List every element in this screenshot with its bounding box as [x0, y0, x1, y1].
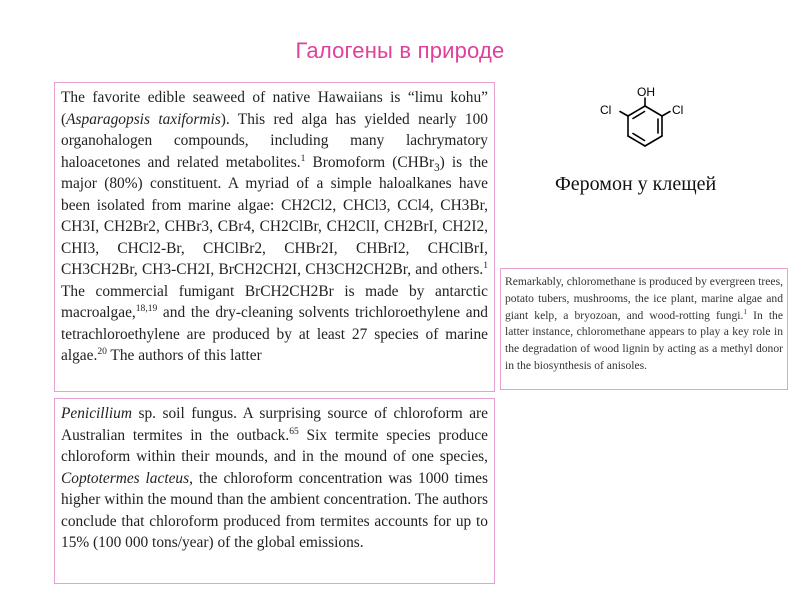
- chloromethane-paragraph: Remarkably, chloromethane is produced by evergreen trees, potato tubers, mushrooms, the ice plant, marine algae and giant kelp, a bryozoan, and wood-rotting fungi.$^1$ In the latter instance, chloromethane appears to play a key role in the degradation of wood lignin by acting as a methyl donor in the biosynthesis of anisoles.: [505, 275, 783, 372]
- cl-right-label: Cl: [672, 103, 684, 117]
- seaweed-text-panel: [54, 82, 495, 392]
- pheromone-caption: Феромон у клещей: [555, 173, 717, 195]
- termite-paragraph: Penicillium sp. soil fungus. A surprising source of chloroform are Australian termites in the outback.$^{65}$ Six termite species produce chloroform within their mounds, and in the mound of one species, Coptotermes lacteus, the chloroform concentration was 1000 times higher within the mound than the ambient concentration. The authors conclude that chloroform produced from termites accounts for up to 15% (100 000 tons/year) of the global emissions.: [61, 405, 488, 551]
- slide-title: Галогены в природе: [295, 38, 505, 63]
- cl-left-label: Cl: [600, 103, 612, 117]
- chloromethane-text-panel: [500, 268, 788, 390]
- seaweed-paragraph: The favorite edible seaweed of native Hawaiians is “limu kohu” (Asparagopsis taxiformis). This red alga has yielded nearly 100 organohalogen compounds, including many lachrymatory haloacetones and related metabolites.$^1$ Bromoform (CHBr$_3$) is the major (80%) constituent. A myriad of a simple haloalkanes have been isolated from marine algae: CH2Cl2, CHCl3, CCl4, CH3Br, CH3I, CH2Br2, CHBr3, CBr4, CH2ClBr, CH2ClI, CH2BrI, CH2I2, CHI3, CHCl2-Br, CHClBr2, CHBr2I, CHBrI2, CHClBrI, CH3CH2Br, CH3-CH2I, BrCH2CH2I, CH3CH2CH2Br, and others.$^1$ The commercial fumigant BrCH2CH2Br is made by antarctic macroalgae,$^{18,19}$ and the dry-cleaning solvents trichloroethylene and tetrachloroethylene are produced by at least 27 species of marine algae.$^{20}$ The authors of this latter: [61, 89, 489, 364]
- termite-text-panel: [54, 398, 495, 584]
- dichlorophenol-structure: [590, 86, 700, 172]
- oh-label: OH: [637, 86, 655, 99]
